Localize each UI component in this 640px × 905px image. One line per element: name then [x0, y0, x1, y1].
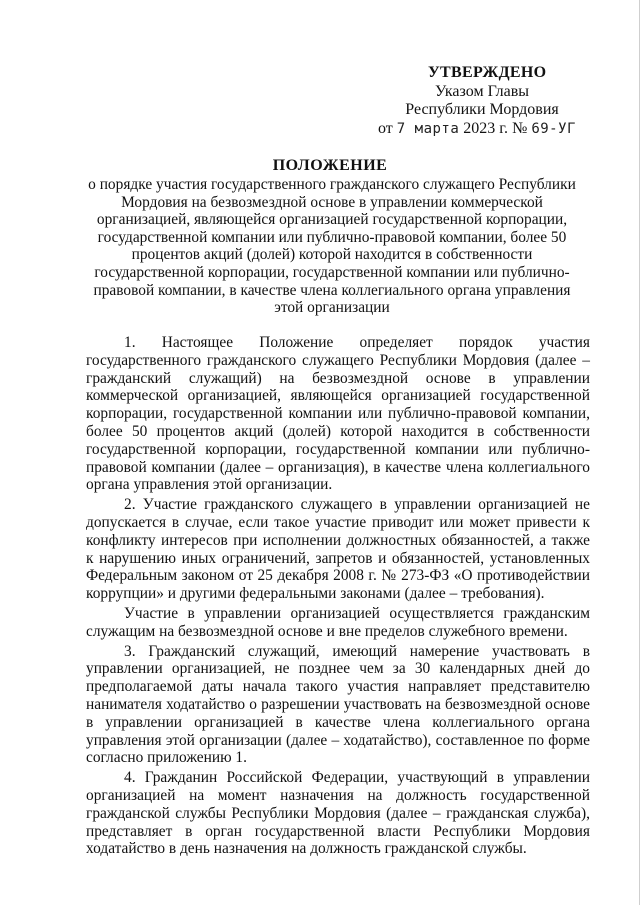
- date-prefix: от: [378, 119, 393, 137]
- paragraph-2: 2. Участие гражданского служащего в управлении организацией не допускается в случае, если такое участие приводит или может привести к конфликту интересов при исполнении должностных обязанностей, а также к нарушению иных ограничений, запретов и обязанностей, установленных Федеральным законом от 25 декабря 2008 г. № 273-ФЗ «О противодействии коррупции» и другими федеральными законами (далее – требования).: [86, 496, 590, 603]
- paragraph-3: 3. Гражданский служащий, имеющий намерение участвовать в управлении организацией, не позднее чем за 30 календарных дней до предполагаемой даты начала такого участия направляет представителю нанимателя ходатайство о разрешении участвовать на безвозмездной основе в управлении организацией в качестве члена коллегиального органа управления этой организации (далее – ходатайство), составленное по форме согласно приложению 1.: [86, 642, 590, 767]
- document-title: ПОЛОЖЕНИЕ: [272, 157, 388, 174]
- paragraph-1: 1. Настоящее Положение определяет порядок участия государственного гражданского служащего Республики Мордовия (далее – гражданский служащий) на безвозмездной основе в управлении коммерческой организацией, являющейся организацией государственной корпорации, государственной компании или публично-правовой компании, более 50 процентов акций (долей) которой находится в собственности государственной корпорации, государственной компании или публично-правовой компании (далее – организация), в качестве члена коллегиального органа управления этой организации.: [86, 334, 590, 494]
- approval-stamp: [372, 64, 592, 138]
- paragraph-4: 4. Гражданин Российской Федерации, участвующий в управлении организацией на момент назначения на должность государственной гражданской службы Республики Мордовия (далее – гражданская служба), представляет в орган государственной власти Республики Мордовия ходатайство в день назначения на должность гражданской службы.: [86, 769, 590, 858]
- paragraph-2-continued: Участие в управлении организацией осуществляется гражданским служащим на безвозмездной основе и вне пределов служебного времени.: [86, 604, 590, 640]
- approval-title: УТВЕРЖДЕНО: [428, 64, 547, 81]
- approval-date-line: [372, 120, 592, 139]
- document-subject: о порядке участия государственного гражданского служащего Республики Мордовия на безвозмездной основе в управлении коммерческой организацией, являющейся организацией государственной корпорации, государственной компании или публично-правовой компании, более 50 процентов акций (долей) которой находится в собственности государственной корпорации, государственной компании или публично-правовой компании, в качестве члена коллегиального органа управления этой организации: [88, 176, 576, 317]
- approval-republic-line: Республики Мордовия: [405, 101, 559, 118]
- date-number-sign: №: [512, 119, 528, 137]
- document-body: [86, 334, 590, 858]
- date-year: 2023 г.: [463, 119, 509, 137]
- approval-decree-line: Указом Главы: [434, 82, 530, 100]
- date-day-month: 7 марта: [396, 120, 460, 137]
- date-number: 69-УГ: [531, 120, 576, 137]
